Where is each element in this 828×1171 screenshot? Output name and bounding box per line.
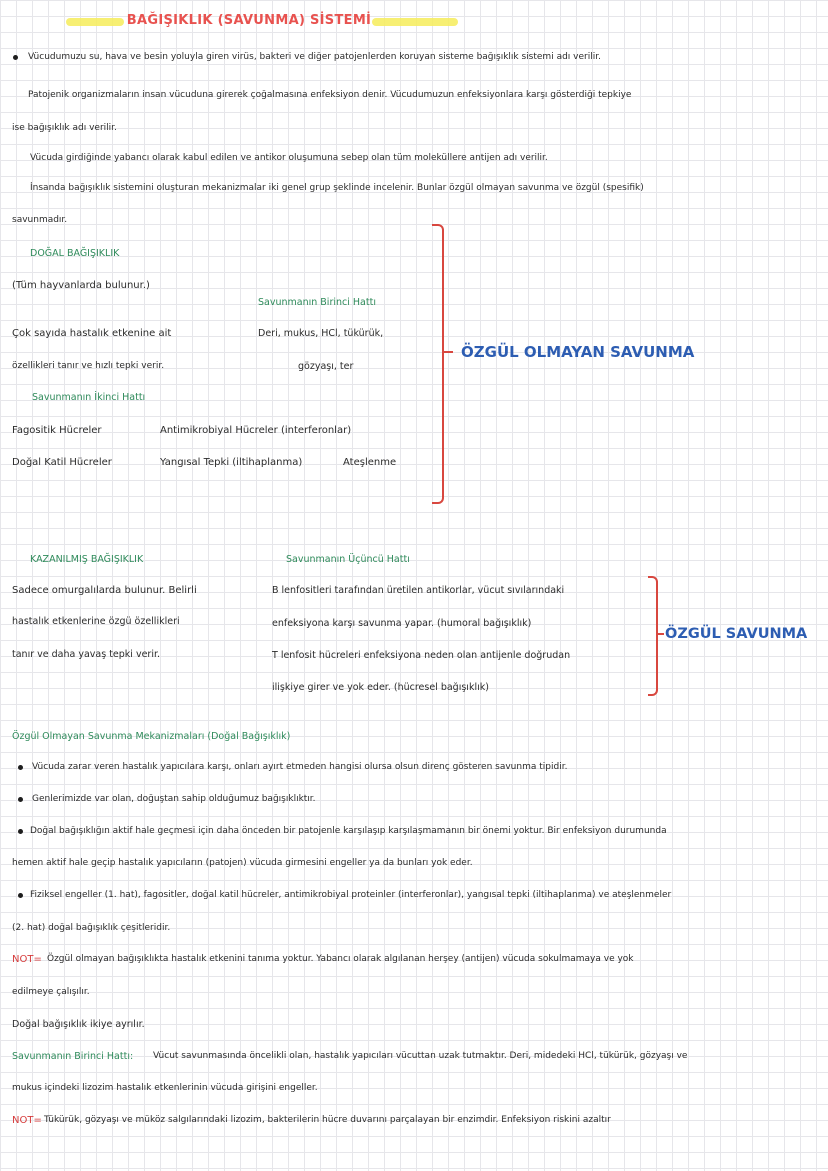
bullet-dot: [18, 893, 23, 898]
third-line-heading: Savunmanın Üçüncü Hattı: [286, 554, 410, 565]
specific-defense-label: ÖZGÜL SAVUNMA: [665, 626, 808, 642]
intro-paragraph-2a: Patojenik organizmaların insan vücuduna girerek çoğalmasına enfeksiyon denir. Vücudumuzun enfeksiyonlara karşı gösterdiği tepkiye: [28, 90, 632, 100]
mechanism-bullet-1: Vücuda zarar veren hastalık yapıcılara karşı, onları ayırt etmeden hangisi olursa olsun direnç gösteren savunma tipidir.: [32, 762, 568, 772]
intro-paragraph-4b: savunmadır.: [12, 215, 68, 225]
note-1-text-a: Özgül olmayan bağışıklıkta hastalık etkenini tanıma yoktur. Yabancı olarak algılanan herşey (antijen) vücuda sokulmamaya ve yok: [47, 954, 634, 964]
mechanism-bullet-3a: Doğal bağışıklığın aktif hale geçmesi için daha önceden bir patojenle karşılaşıp karşılaşmamanın bir önemi yoktur. Bir enfeksiyon durumunda: [30, 826, 667, 836]
intro-paragraph-2b: ise bağışıklık adı verilir.: [12, 123, 117, 133]
mechanism-bullet-3b: hemen aktif hale geçip hastalık yapıcıların (patojen) vücuda girmesini engeller ya da bunları yok eder.: [12, 858, 473, 868]
bullet-dot: [13, 55, 18, 60]
acquired-desc-a: Sadece omurgalılarda bulunur. Belirli: [12, 585, 197, 596]
bullet-dot: [18, 829, 23, 834]
natural-immunity-heading: DOĞAL BAĞIŞIKLIK: [30, 248, 120, 259]
intro-paragraph-4a: İnsanda bağışıklık sistemini oluşturan mekanizmalar iki genel grup şeklinde incelenir. Bunlar özgül olmayan savunma ve özgül (spesifik): [30, 183, 644, 193]
note-1-label: NOT=: [12, 954, 42, 965]
first-line-label: Savunmanın Birinci Hattı:: [12, 1051, 134, 1062]
inflammatory-response: Yangısal Tepki (iltihaplanma): [160, 457, 303, 468]
acquired-desc-c: tanır ve daha yavaş tepki verir.: [12, 649, 161, 660]
natural-desc-b: özellikleri tanır ve hızlı tepki verir.: [12, 361, 165, 371]
first-line-text-b: mukus içindeki lizozim hastalık etkenlerinin vücuda girişini engeller.: [12, 1083, 318, 1093]
t-lymphocyte-b: ilişkiye girer ve yok eder. (hücresel bağışıklık): [272, 682, 489, 693]
brace-nonspecific: [432, 224, 444, 504]
note-1-text-b: edilmeye çalışılır.: [12, 987, 90, 997]
fever: Ateşlenme: [343, 457, 397, 468]
b-lymphocyte-a: B lenfositleri tarafından üretilen antikorlar, vücut sıvılarındaki: [272, 585, 565, 596]
phagocytic-cells: Fagositik Hücreler: [12, 425, 102, 436]
mechanisms-heading: Özgül Olmayan Savunma Mekanizmaları (Doğal Bağışıklık): [12, 731, 291, 742]
natural-immunity-twofold: Doğal bağışıklık ikiye ayrılır.: [12, 1019, 145, 1030]
bullet-dot: [18, 797, 23, 802]
second-line-heading: Savunmanın İkinci Hattı: [32, 392, 146, 403]
brace-nonspecific-tip: [444, 351, 453, 353]
brace-specific: [648, 576, 658, 696]
page-title: BAĞIŞIKLIK (SAVUNMA) SİSTEMİ: [126, 13, 372, 28]
natural-killer-cells: Doğal Katil Hücreler: [12, 457, 112, 468]
natural-immunity-note: (Tüm hayvanlarda bulunur.): [12, 280, 150, 291]
t-lymphocyte-a: T lenfosit hücreleri enfeksiyona neden olan antijenle doğrudan: [272, 650, 571, 661]
mechanism-bullet-4b: (2. hat) doğal bağışıklık çeşitleridir.: [12, 923, 171, 933]
acquired-desc-b: hastalık etkenlerine özgü özellikleri: [12, 616, 180, 627]
first-line-items-a: Deri, mukus, HCl, tükürük,: [258, 328, 384, 339]
mechanism-bullet-2: Genlerimizde var olan, doğuştan sahip olduğumuz bağışıklıktır.: [32, 794, 316, 804]
first-line-heading: Savunmanın Birinci Hattı: [258, 297, 376, 308]
note-2-text: Tükürük, gözyaşı ve müköz salgılarındaki lizozim, bakterilerin hücre duvarını parçalayan bir enzimdir. Enfeksiyon riskini azaltır: [44, 1115, 611, 1125]
note-2-label: NOT=: [12, 1115, 42, 1126]
acquired-immunity-heading: KAZANILMIŞ BAĞIŞIKLIK: [30, 554, 144, 565]
first-line-items-b: gözyaşı, ter: [298, 361, 354, 372]
antimicrobial-cells: Antimikrobiyal Hücreler (interferonlar): [160, 425, 352, 436]
natural-desc-a: Çok sayıda hastalık etkenine ait: [12, 328, 172, 339]
first-line-text-a: Vücut savunmasında öncelikli olan, hastalık yapıcıları vücuttan uzak tutmaktır. Deri, midedeki HCl, tükürük, gözyaşı ve: [153, 1051, 688, 1061]
brace-specific-tip: [657, 633, 664, 635]
intro-paragraph-3: Vücuda girdiğinde yabancı olarak kabul edilen ve antikor oluşumuna sebep olan tüm moleküllere antijen adı verilir.: [30, 153, 548, 163]
mechanism-bullet-4a: Fiziksel engeller (1. hat), fagositler, doğal katil hücreler, antimikrobiyal proteinler (interferonlar), yangısal tepki (iltihaplanma) ve ateşlenmeler: [30, 890, 672, 900]
b-lymphocyte-b: enfeksiyona karşı savunma yapar. (humoral bağışıklık): [272, 618, 532, 629]
nonspecific-defense-label: ÖZGÜL OLMAYAN SAVUNMA: [461, 343, 695, 361]
intro-paragraph-1: Vücudumuzu su, hava ve besin yoluyla giren virüs, bakteri ve diğer patojenlerden koruyan sisteme bağışıklık sistemi adı verilir.: [28, 52, 601, 62]
bullet-dot: [18, 765, 23, 770]
